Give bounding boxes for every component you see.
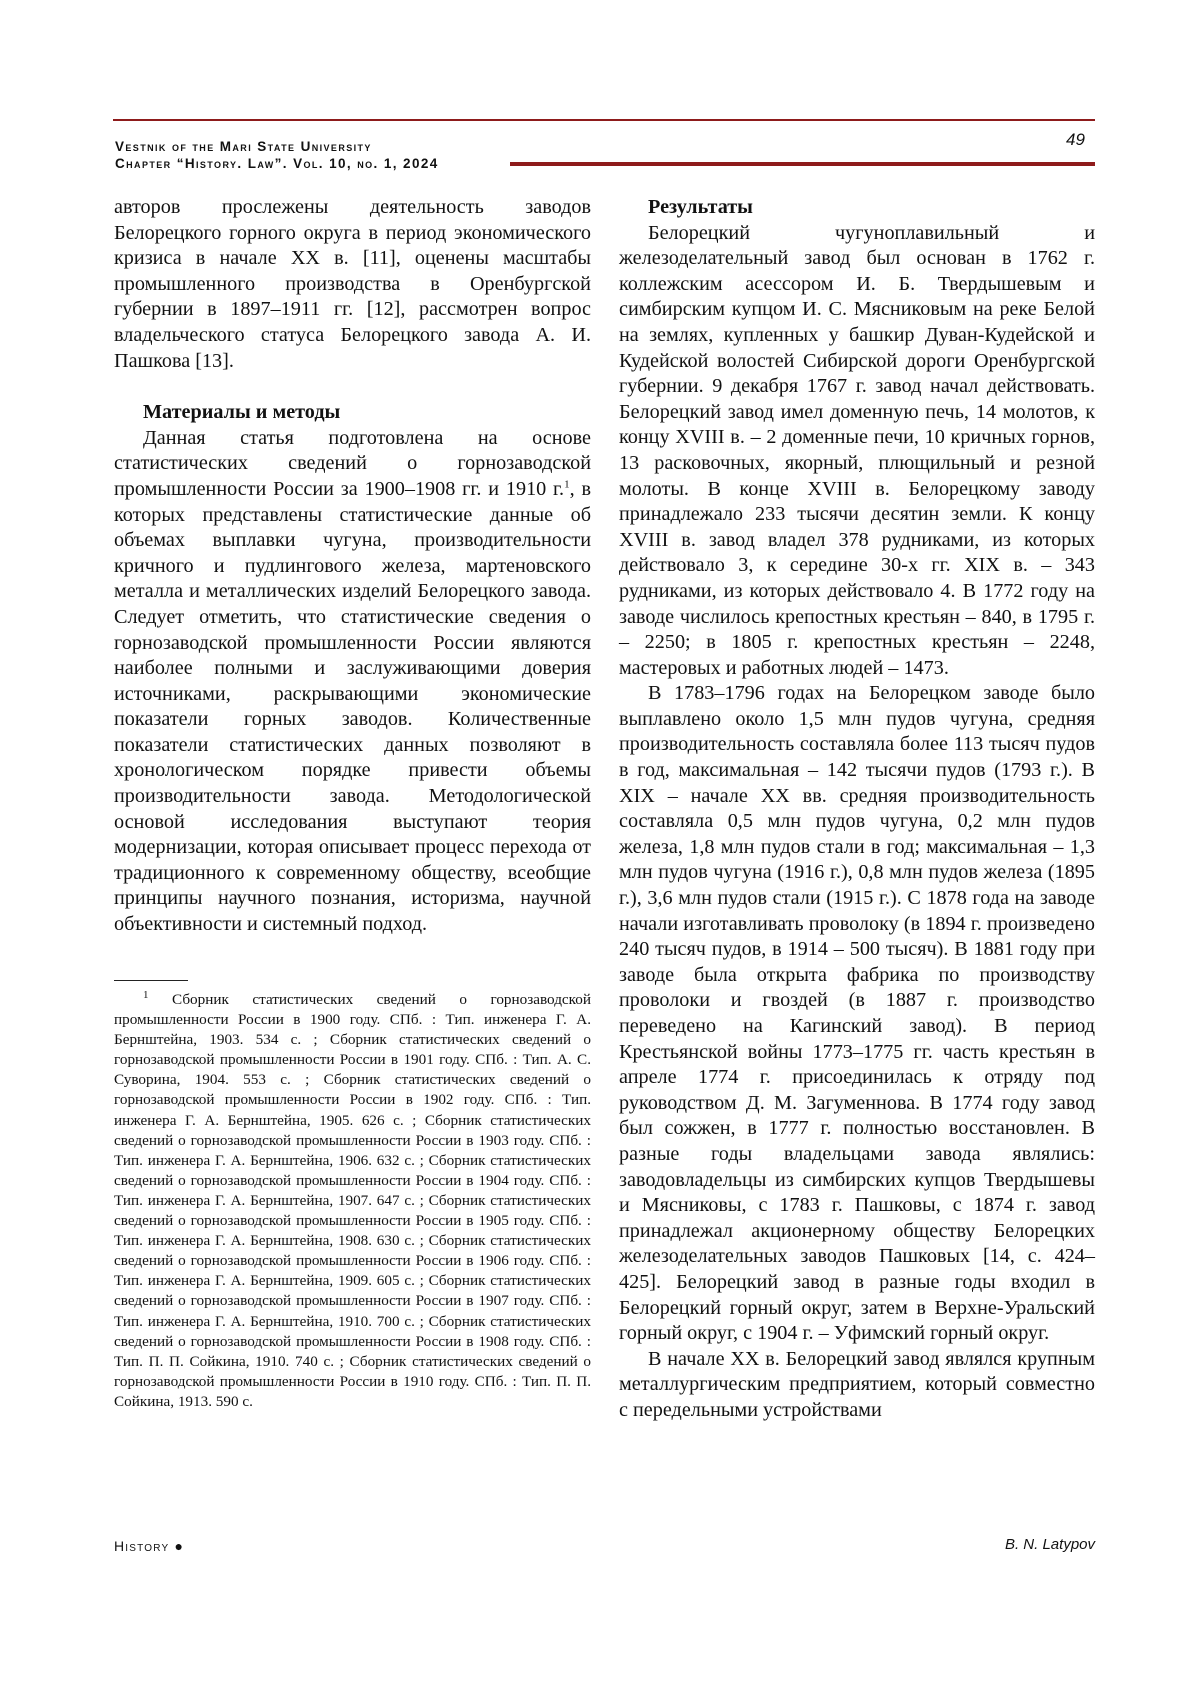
results-paragraph-2: В 1783–1796 годах на Белорецком заводе было выплавлено около 1,5 млн пудов чугуна, средняя производительность составляла более 113 тысяч пудов в год, максимальная – 142 тысячи пудов (1793 г.). В XIX – начале XX вв. средняя производительность составляла 0,5 млн пудов чугуна, 0,2 млн пудов железа, 1,8 млн пудов стали в год; максимальная – 1,3 млн пудов чугуна (1916 г.), 0,8 млн пудов железа (1895 г.), 3,6 млн пудов стали (1915 г.). С 1878 года на заводе начали изготавливать проволоку (в 1894 г. произведено 240 тысяч пудов, в 1914 – 500 тысяч). В 1881 году при заводе была открыта фабрика по производству проволоки и гвоздей (в 1887 г. производство переведено на Кагинский завод). В период Крестьянской войны 1773–1775 гг. часть крестьян в апреле 1774 г. присоединилась к отряду под руководством Д. М. Загуменнова. В 1774 году завод был сожжен, в 1777 г. полностью восстановлен. В разные годы владельцами завода являлись: заводовладельцы из симбирских купцов Твердышевы и Мясниковы, с 1783 г. Пашковы, с 1874 г. завод принадлежал акционерному обществу Белорецких железоделательных заводов Пашковых [14, с. 424–425]. Белорецкий завод в разные годы входил в Белорецкий горный округ, затем в Верхне-Уральский горный округ, с 1904 г. – Уфимский горный округ.: [619, 682, 1095, 1345]
journal-title: Vestnik of the Mari State University: [115, 139, 372, 154]
footnote-rule: [114, 980, 188, 981]
page-number: 49: [1066, 130, 1085, 149]
right-column: [619, 195, 1095, 1424]
results-paragraph-1: Белорецкий чугуноплавильный и железоделательный завод был основан в 1762 г. коллежским асессором И. Б. Твердышевым и симбирским купцом И. С. Мясниковым на реке Белой на землях, купленных у башкир Дуван-Кудейской и Кудейской волостей Сибирской дороги Оренбургской губернии. 9 декабря 1767 г. завод начал действовать. Белорецкий завод имел доменную печь, 14 молотов, к концу XVIII в. – 2 доменные печи, 10 кричных горнов, 13 расковочных, якорный, плющильный и резной молоты. В конце XVIII в. Белорецкому заводу принадлежало 233 тысячи десятин земли. К концу XVIII в. завод владел 378 рудниками, из которых действовало 3, к середине 30-х гг. XIX в. – 343 рудниками, из которых действовало 4. В 1772 году на заводе числилось крепостных крестьян – 840, в 1795 г. – 2250; в 1805 г. крепостных крестьян – 2248, мастеровых и работных людей – 1473.: [619, 221, 1095, 679]
results-heading: Результаты: [648, 196, 753, 218]
footnote-marker: 1: [143, 988, 149, 1001]
journal-header: [115, 138, 439, 172]
left-column: [114, 195, 591, 938]
footnote-text: Сборник статистических сведений о горнозаводской промышленности России в 1900 году. СПб. : Тип. инженера Г. А. Бернштейна, 1903. 534 с. ; Сборник статистических сведений о горнозаводской промышленности России в 1901 году. СПб. : Тип. А. С. Суворина, 1904. 553 с. ; Сборник статистических сведений о горнозаводской промышленности России в 1902 году. СПб. : Тип. инженера Г. А. Бернштейна, 1905. 626 с. ; Сборник статистических сведений о горнозаводской промышленности России в 1903 году. СПб. : Тип. инженера Г. А. Бернштейна, 1906. 632 с. ; Сборник статистических сведений о горнозаводской промышленности России в 1904 году. СПб. : Тип. инженера Г. А. Бернштейна, 1907. 647 с. ; Сборник статистических сведений о горнозаводской промышленности России в 1905 году. СПб. : Тип. инженера Г. А. Бернштейна, 1908. 630 с. ; Сборник статистических сведений о горнозаводской промышленности России в 1906 году. СПб. : Тип. инженера Г. А. Бернштейна, 1909. 605 с. ; Сборник статистических сведений о горнозаводской промышленности России в 1907 году. СПб. : Тип. инженера Г. А. Бернштейна, 1910. 700 с. ; Сборник статистических сведений о горнозаводской промышленности России в 1908 году. СПб. : Тип. П. П. Сойкина, 1910. 740 с. ; Сборник статистических сведений о горнозаводской промышленности России в 1910 году. СПб. : Тип. П. П. Сойкина, 1913. 590 с.: [114, 991, 592, 1410]
methods-paragraph: Данная статья подготовлена на основе статистических сведений о горнозаводской промышленности России за 1900–1908 гг. и 1910 г.$^1$, в которых представлены статистические данные об объемах выплавки чугуна, производительности кричного и пудлингового железа, мартеновского металла и металлических изделий Белорецкого завода. Следует отметить, что статистические сведения о горнозаводской промышленности России являются наиболее полными и заслуживающими доверия источниками, раскрывающими экономические показатели горных заводов. Количественные показатели статистических данных позволяют в хронологическом порядке привести объемы производительности завода. Методологической основой исследования выступают теория модернизации, которая описывает процесс перехода от традиционного к современному обществу, всеобщие принципы научного познания, историзма, научной объективности и системный подход.: [114, 426, 591, 936]
footnote: [114, 990, 591, 1412]
bullet-icon: ●: [174, 1538, 185, 1554]
header-bottom-rule: [510, 162, 1095, 166]
header-top-rule: [113, 119, 1095, 121]
intro-paragraph: авторов прослежены деятельность заводов Белорецкого горного округа в период экономического кризиса в начале XX в. [11], оценены масштабы промышленного производства в Оренбургской губернии в 1897–1911 гг. [12], рассмотрен вопрос владельческого статуса Белорецкого завода А. И. Пашкова [13].: [114, 196, 591, 372]
methods-heading: Материалы и методы: [143, 401, 341, 424]
results-paragraph-3: В начале XX в. Белорецкий завод являлся крупным металлургическим предприятием, который совместно с передельными устройствами: [619, 1347, 1095, 1421]
footnote-ref[interactable]: 1: [564, 478, 570, 491]
journal-issue: Chapter “History. Law”. Vol. 10, no. 1, 2024: [115, 156, 439, 171]
footer-author: B. N. Latypov: [1004, 1536, 1095, 1553]
footer-section: History ●: [114, 1538, 185, 1554]
